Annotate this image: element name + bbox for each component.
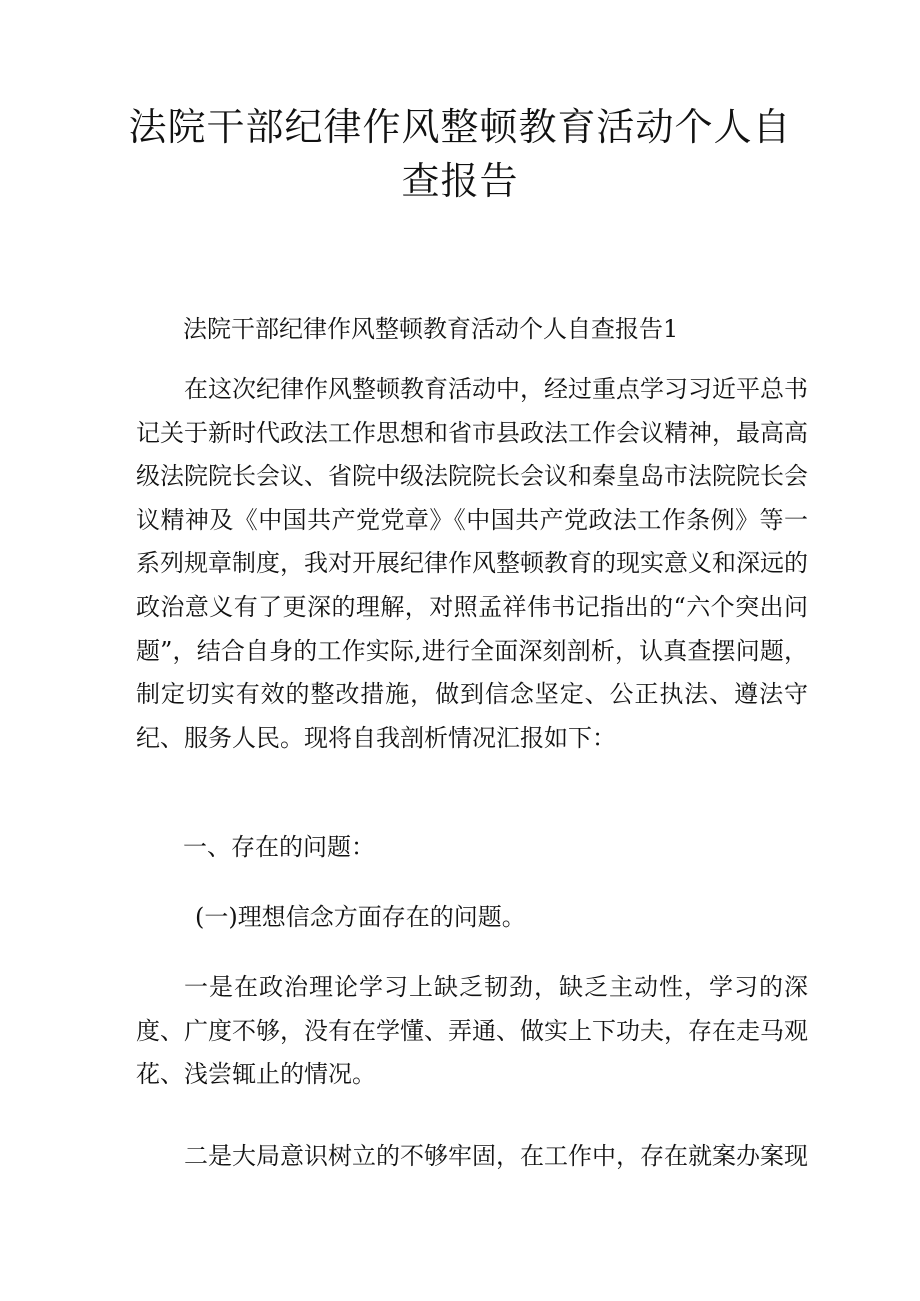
document-title: 法院干部纪律作风整顿教育活动个人自查报告 [128, 105, 792, 203]
problem-paragraph-1: 一是在政治理论学习上缺乏韧劲，缺乏主动性，学习的深度、广度不够，没有在学懂、弄通、做实上下功夫，存在走马观花、浅尝辄止的情况。 [136, 973, 808, 1089]
subsection-heading: (一)理想信念方面存在的问题。 [195, 903, 526, 931]
problem-paragraph-2: 二是大局意识树立的不够牢固，在工作中，存在就案办案现 [184, 1142, 808, 1170]
report-subheading: 法院干部纪律作风整顿教育活动个人自查报告1 [183, 315, 679, 343]
section-heading: 一、存在的问题： [183, 833, 375, 861]
intro-paragraph: 在这次纪律作风整顿教育活动中，经过重点学习习近平总书记关于新时代政法工作思想和省市县政法工作会议精神，最高高级法院院长会议、省院中级法院院长会议和秦皇岛市法院院长会议精神及《中国共产党党章》《中国共产党政法工作条例》等一系列规章制度，我对开展纪律作风整顿教育的现实意义和深远的政治意义有了更深的理解，对照孟祥伟书记指出的“六个突出问题”，结合自身的工作实际,进行全面深刻剖析，认真查摆问题，制定切实有效的整改措施，做到信念坚定、公正执法、遵法守纪、服务人民。现将自我剖析情况汇报如下： [136, 375, 808, 752]
